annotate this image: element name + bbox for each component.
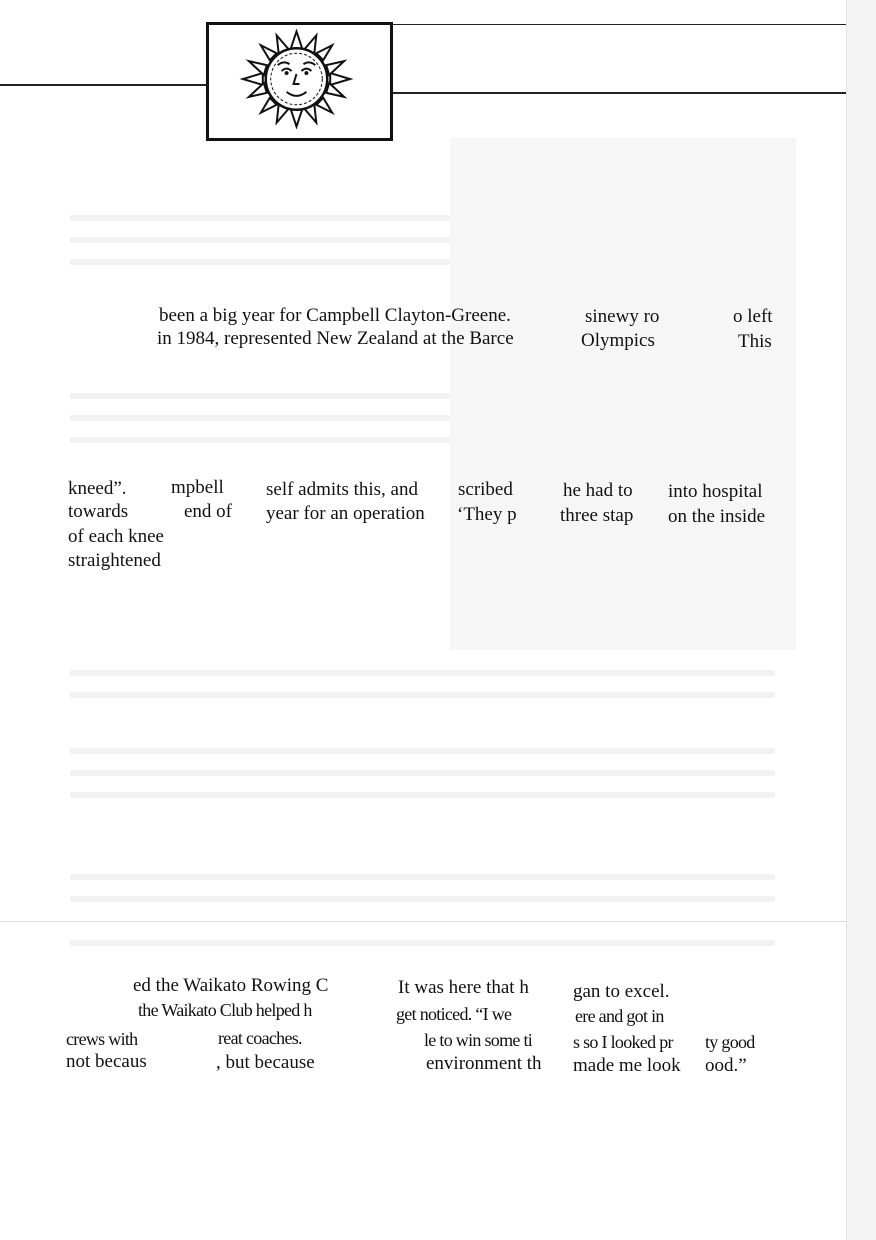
faint-text-line: [70, 259, 450, 265]
text-fragment: This: [738, 331, 772, 352]
faint-text-line: [70, 670, 775, 676]
page-edge: [846, 0, 876, 1240]
text-fragment: in 1984, represented New Zealand at the Barce: [157, 328, 514, 349]
text-fragment: three stap: [560, 505, 634, 526]
text-fragment: It was here that h: [398, 977, 529, 998]
text-fragment: towards: [68, 501, 129, 522]
text-fragment: le to win some ti: [424, 1030, 533, 1050]
header-logo-box: [206, 22, 393, 141]
text-fragment: crews with: [66, 1029, 138, 1049]
faint-photo-area: [450, 138, 796, 650]
text-fragment: sinewy ro: [585, 306, 660, 327]
text-fragment: ty good: [705, 1032, 755, 1052]
header-rule-top-right: [389, 24, 846, 25]
text-fragment: end of: [184, 501, 233, 522]
text-fragment: mpbell: [171, 477, 224, 498]
text-fragment: made me look: [573, 1055, 681, 1076]
text-fragment: , but because: [216, 1052, 315, 1073]
text-fragment: self admits this, and: [266, 479, 418, 500]
faint-text-line: [70, 896, 775, 902]
text-fragment: s so I looked pr: [573, 1032, 673, 1052]
sun-face-icon: [239, 29, 354, 129]
text-fragment: year for an operation: [266, 503, 425, 524]
text-fragment: environment th: [426, 1053, 542, 1074]
faint-text-line: [70, 792, 775, 798]
text-fragment: o left: [733, 306, 773, 327]
scan-fold-line: [0, 921, 846, 922]
text-fragment: of each knee: [68, 526, 164, 547]
text-fragment: he had to: [563, 480, 633, 501]
faint-text-line: [70, 874, 775, 880]
text-fragment: kneed”.: [68, 478, 127, 499]
faint-text-line: [70, 237, 450, 243]
header-rule-left: [0, 84, 208, 86]
text-fragment: on the inside: [668, 506, 766, 527]
text-fragment: the Waikato Club helped h: [138, 1000, 312, 1020]
faint-text-line: [70, 692, 775, 698]
text-fragment: scribed: [458, 479, 513, 500]
faint-text-line: [70, 748, 775, 754]
faint-text-line: [70, 215, 450, 221]
header-rule-right: [389, 92, 846, 94]
faint-text-line: [70, 393, 450, 399]
faint-text-line: [70, 437, 450, 443]
text-fragment: reat coaches.: [218, 1028, 302, 1048]
text-fragment: ere and got in: [575, 1006, 664, 1026]
faint-text-line: [70, 940, 775, 946]
faint-text-line: [70, 770, 775, 776]
text-fragment: ed the Waikato Rowing C: [133, 975, 329, 996]
text-fragment: been a big year for Campbell Clayton-Greene.: [159, 305, 511, 326]
text-fragment: ood.”: [705, 1055, 747, 1076]
text-fragment: Olympics: [581, 330, 655, 351]
text-fragment: straightened: [68, 550, 161, 571]
text-fragment: not becaus: [66, 1051, 147, 1072]
text-fragment: ‘They p: [457, 504, 517, 525]
faint-text-line: [70, 415, 450, 421]
text-fragment: into hospital: [668, 481, 763, 502]
text-fragment: gan to excel.: [573, 981, 670, 1002]
text-fragment: get noticed. “I we: [396, 1004, 512, 1024]
